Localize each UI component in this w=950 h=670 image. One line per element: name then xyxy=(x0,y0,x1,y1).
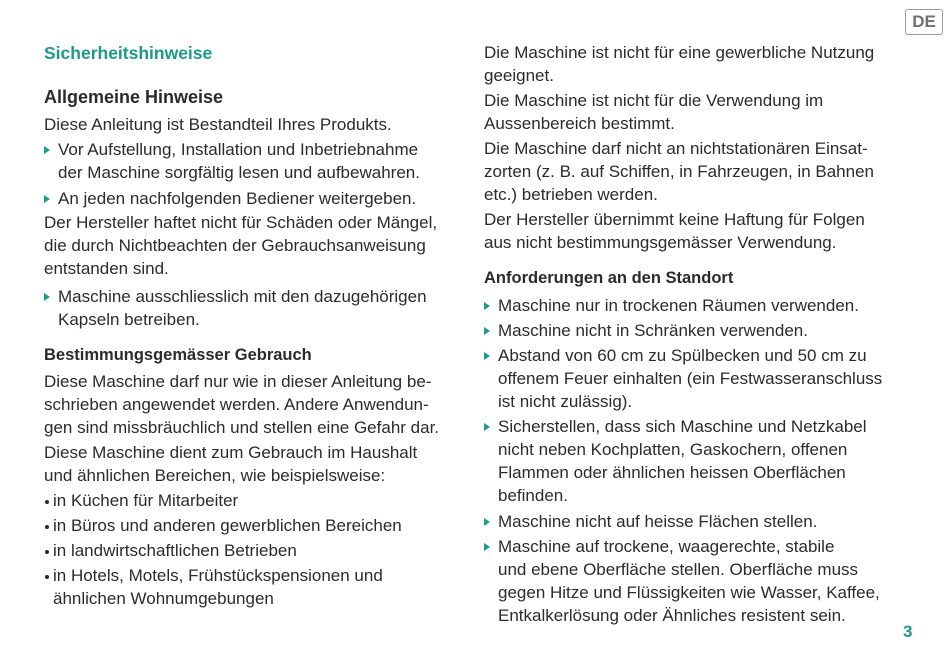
liability-text: entstanden sind. xyxy=(44,259,169,278)
general-heading: Allgemeine Hinweise xyxy=(44,87,224,107)
bullet-text: Kapseln betreiben. xyxy=(58,310,200,329)
dot-bullet-icon xyxy=(45,550,49,554)
dot-bullet-icon xyxy=(45,575,49,579)
triangle-bullet-icon xyxy=(44,293,50,301)
liability-text: Der Hersteller haftet nicht für Schäden oder Mängel, xyxy=(44,213,438,232)
triangle-bullet-icon xyxy=(484,302,490,310)
bullet-text: Maschine nicht in Schränken verwenden. xyxy=(498,321,808,340)
bullet-text: ist nicht zulässig). xyxy=(498,392,633,411)
bullet-text: Abstand von 60 cm zu Spülbecken und 50 cm zu xyxy=(498,346,867,365)
bullet-text: Flammen oder ähnlichen heissen Oberflächen xyxy=(498,463,846,482)
bullet-text: Maschine nicht auf heisse Flächen stellen. xyxy=(498,512,818,531)
triangle-bullet-icon xyxy=(44,146,50,154)
location-heading: Anforderungen an den Standort xyxy=(484,269,734,287)
list-item: in landwirtschaftlichen Betrieben xyxy=(53,541,297,560)
usage-text: Die Maschine ist nicht für eine gewerbliche Nutzung xyxy=(484,43,875,62)
bullet-text: befinden. xyxy=(498,486,568,505)
bullet-text: gegen Hitze und Flüssigkeiten wie Wasser, Kaffee, xyxy=(498,583,880,602)
intended-use-text: Diese Maschine darf nur wie in dieser Anleitung be- xyxy=(44,372,432,391)
page-number: 3 xyxy=(903,622,913,641)
intended-use-text: gen sind missbräuchlich und stellen eine Gefahr dar. xyxy=(44,418,440,437)
triangle-bullet-icon xyxy=(484,543,490,551)
list-item: in Büros und anderen gewerblichen Bereichen xyxy=(53,516,402,535)
language-badge: DE xyxy=(905,9,943,35)
triangle-bullet-icon xyxy=(484,352,490,360)
usage-text: zorten (z. B. auf Schiffen, in Fahrzeugen, in Bahnen xyxy=(484,162,874,181)
bullet-text: Entkalkerlösung oder Ähnliches resistent sein. xyxy=(498,606,846,625)
intended-use-text: schrieben angewendet werden. Andere Anwendun- xyxy=(44,395,429,414)
bullet-text: Maschine nur in trockenen Räumen verwenden. xyxy=(498,296,859,315)
usage-text: Der Hersteller übernimmt keine Haftung für Folgen xyxy=(484,210,865,229)
bullet-text: der Maschine sorgfältig lesen und aufbewahren. xyxy=(58,163,420,182)
dot-bullet-icon xyxy=(45,500,49,504)
general-intro: Diese Anleitung ist Bestandteil Ihres Produkts. xyxy=(44,115,392,134)
usage-text: aus nicht bestimmungsgemässer Verwendung. xyxy=(484,233,837,252)
bullet-text: Vor Aufstellung, Installation und Inbetriebnahme xyxy=(58,140,419,159)
dot-bullet-icon xyxy=(45,525,49,529)
intended-use-heading: Bestimmungsgemässer Gebrauch xyxy=(44,346,312,364)
triangle-bullet-icon xyxy=(484,327,490,335)
intended-use-text: und ähnlichen Bereichen, wie beispielsweise: xyxy=(44,466,386,485)
usage-text: Die Maschine ist nicht für die Verwendung im xyxy=(484,91,824,110)
bullet-text: Sicherstellen, dass sich Maschine und Netzkabel xyxy=(498,417,867,436)
intended-use-text: Diese Maschine dient zum Gebrauch im Haushalt xyxy=(44,443,418,462)
triangle-bullet-icon xyxy=(484,423,490,431)
list-item: in Küchen für Mitarbeiter xyxy=(53,491,239,510)
triangle-bullet-icon xyxy=(484,518,490,526)
bullet-text: Maschine auf trockene, waagerechte, stabile xyxy=(498,537,835,556)
section-title: Sicherheitshinweise xyxy=(44,43,213,63)
bullet-text: offenem Feuer einhalten (ein Festwasseranschluss xyxy=(498,369,883,388)
bullet-text: nicht neben Kochplatten, Gaskochern, offenen xyxy=(498,440,848,459)
bullet-text: An jeden nachfolgenden Bediener weitergeben. xyxy=(58,189,417,208)
bullet-text: Maschine ausschliesslich mit den dazugehörigen xyxy=(58,287,427,306)
usage-text: geeignet. xyxy=(484,66,554,85)
list-item: ähnlichen Wohnumgebungen xyxy=(53,589,274,608)
triangle-bullet-icon xyxy=(44,195,50,203)
usage-text: etc.) betrieben werden. xyxy=(484,185,658,204)
bullet-text: und ebene Oberfläche stellen. Oberfläche muss xyxy=(498,560,859,579)
usage-text: Die Maschine darf nicht an nichtstationären Einsat- xyxy=(484,139,868,158)
liability-text: die durch Nichtbeachten der Gebrauchsanweisung xyxy=(44,236,426,255)
usage-text: Aussenbereich bestimmt. xyxy=(484,114,675,133)
list-item: in Hotels, Motels, Frühstückspensionen und xyxy=(53,566,383,585)
